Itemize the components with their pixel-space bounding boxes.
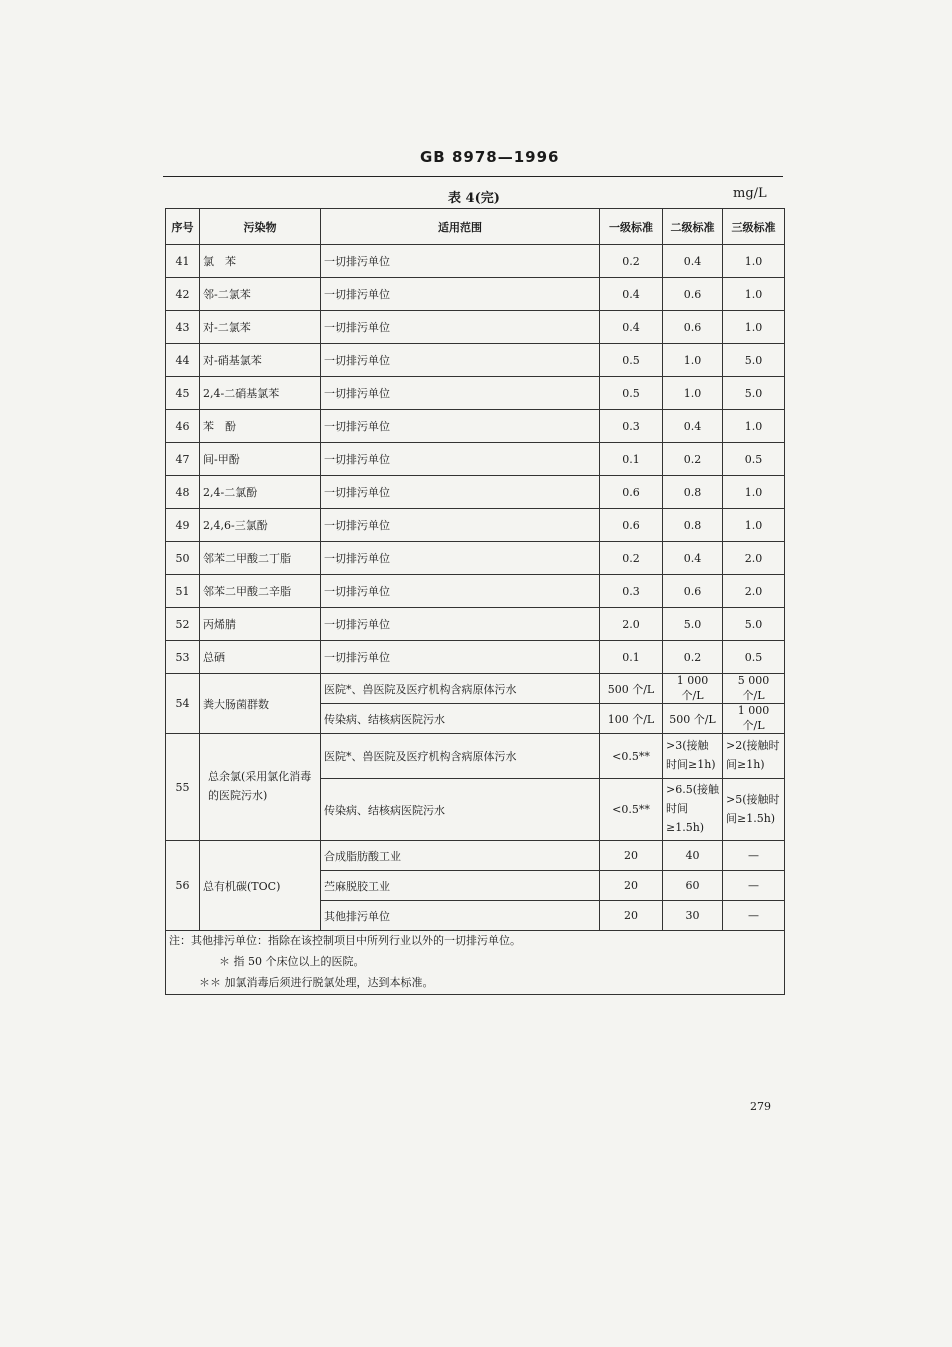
col-header-grade3: 三级标准: [723, 209, 785, 245]
row-grade1: 20: [600, 871, 663, 901]
table-unit: mg/L: [733, 186, 767, 201]
row-grade3: 1.0: [723, 476, 785, 509]
row-pollutant: 总余氯(采用氯化消毒的医院污水): [200, 734, 321, 841]
row-grade3: 5.0: [723, 377, 785, 410]
note-line: ＊＊ 加氯消毒后须进行脱氯处理，达到本标准。: [199, 975, 434, 989]
row-grade3: 1 000 个/L: [723, 704, 785, 734]
row-grade1: 0.1: [600, 641, 663, 674]
row-grade1: 20: [600, 841, 663, 871]
row-grade1: 0.2: [600, 245, 663, 278]
row-grade1: 0.5: [600, 377, 663, 410]
row-grade1: 0.5: [600, 344, 663, 377]
note-line: 注：其他排污单位：指除在该控制项目中所列行业以外的一切排污单位。: [169, 934, 521, 947]
table-row: [166, 245, 785, 278]
col-header-grade2: 二级标准: [663, 209, 723, 245]
pollutant-table: [165, 208, 785, 995]
row-grade2: 40: [663, 841, 723, 871]
row-grade2: 0.8: [663, 509, 723, 542]
row-grade3: 0.5: [723, 641, 785, 674]
row-grade3: 2.0: [723, 575, 785, 608]
row-grade1: 0.3: [600, 410, 663, 443]
table-row-54a: [166, 674, 785, 704]
row-pollutant: 2,4-二氯酚: [200, 476, 321, 509]
table-row: [166, 278, 785, 311]
row-no: 56: [166, 841, 200, 931]
row-grade1: 0.6: [600, 476, 663, 509]
row-pollutant: 对-二氯苯: [200, 311, 321, 344]
row-grade2: 0.6: [663, 278, 723, 311]
row-scope: 一切排污单位: [321, 575, 600, 608]
table-caption: 表 4(完): [448, 191, 500, 206]
row-grade3: 1.0: [723, 410, 785, 443]
row-scope: 一切排污单位: [321, 245, 600, 278]
standard-code: GB 8978—1996: [420, 148, 560, 166]
row-scope: 其他排污单位: [321, 901, 600, 931]
table-row: [166, 311, 785, 344]
col-header-grade1: 一级标准: [600, 209, 663, 245]
row-no: 42: [166, 278, 200, 311]
row-grade1: <0.5**: [600, 734, 663, 779]
page-number: 279: [750, 1100, 771, 1113]
row-no: 53: [166, 641, 200, 674]
row-grade2: 30: [663, 901, 723, 931]
table-row: [166, 476, 785, 509]
row-grade1: 0.6: [600, 509, 663, 542]
table-row: [166, 575, 785, 608]
table-row-56a: [166, 841, 785, 871]
row-scope: 合成脂肪酸工业: [321, 841, 600, 871]
row-grade3: —: [723, 841, 785, 871]
row-scope: 一切排污单位: [321, 509, 600, 542]
row-scope: 医院*、兽医院及医疗机构含病原体污水: [321, 674, 600, 704]
row-grade2: 0.6: [663, 311, 723, 344]
row-scope: 一切排污单位: [321, 377, 600, 410]
row-pollutant: 对-硝基氯苯: [200, 344, 321, 377]
table-row: [166, 377, 785, 410]
row-grade2: 0.6: [663, 575, 723, 608]
row-no: 43: [166, 311, 200, 344]
row-grade3: 5 000 个/L: [723, 674, 785, 704]
row-grade3: —: [723, 871, 785, 901]
row-grade2: 0.4: [663, 245, 723, 278]
row-grade2: 0.4: [663, 542, 723, 575]
row-grade3: 5.0: [723, 608, 785, 641]
row-grade2: 0.8: [663, 476, 723, 509]
row-grade3: 1.0: [723, 311, 785, 344]
row-scope: 一切排污单位: [321, 608, 600, 641]
row-grade3: 5.0: [723, 344, 785, 377]
row-scope: 传染病、结核病医院污水: [321, 779, 600, 841]
col-header-scope: 适用范围: [321, 209, 600, 245]
row-grade3: >5(接触时间≥1.5h): [723, 779, 785, 841]
row-grade2: 500 个/L: [663, 704, 723, 734]
row-no: 47: [166, 443, 200, 476]
header-rule: [163, 176, 783, 177]
note-line: ＊ 指 50 个床位以上的医院。: [219, 954, 365, 968]
row-scope: 一切排污单位: [321, 641, 600, 674]
row-no: 41: [166, 245, 200, 278]
row-no: 54: [166, 674, 200, 734]
row-pollutant: 粪大肠菌群数: [200, 674, 321, 734]
row-no: 49: [166, 509, 200, 542]
row-pollutant: 总有机碳(TOC): [200, 841, 321, 931]
row-no: 48: [166, 476, 200, 509]
table-row: [166, 509, 785, 542]
row-no: 45: [166, 377, 200, 410]
row-pollutant: 氯 苯: [200, 245, 321, 278]
row-grade3: 1.0: [723, 509, 785, 542]
row-scope: 一切排污单位: [321, 476, 600, 509]
row-scope: 苎麻脱胶工业: [321, 871, 600, 901]
row-no: 51: [166, 575, 200, 608]
table-row: [166, 410, 785, 443]
row-grade3: 1.0: [723, 278, 785, 311]
table-row: [166, 608, 785, 641]
table-row-55a: [166, 734, 785, 779]
table-body: [166, 245, 785, 995]
row-grade1: 0.2: [600, 542, 663, 575]
row-pollutant: 邻苯二甲酸二丁脂: [200, 542, 321, 575]
row-grade1: 2.0: [600, 608, 663, 641]
table-row: [166, 443, 785, 476]
row-no: 55: [166, 734, 200, 841]
row-grade2: >3(接触时间≥1h): [663, 734, 723, 779]
row-grade2: 60: [663, 871, 723, 901]
row-grade1: 0.1: [600, 443, 663, 476]
row-grade2: 1.0: [663, 344, 723, 377]
row-grade2: 0.2: [663, 641, 723, 674]
row-grade1: 0.4: [600, 311, 663, 344]
row-grade1: 20: [600, 901, 663, 931]
row-scope: 传染病、结核病医院污水: [321, 704, 600, 734]
row-scope: 医院*、兽医院及医疗机构含病原体污水: [321, 734, 600, 779]
row-grade3: 2.0: [723, 542, 785, 575]
row-no: 50: [166, 542, 200, 575]
row-grade2: 1.0: [663, 377, 723, 410]
table-header-row: [166, 209, 785, 245]
row-grade1: 0.3: [600, 575, 663, 608]
row-grade1: 0.4: [600, 278, 663, 311]
row-grade2: 0.2: [663, 443, 723, 476]
row-scope: 一切排污单位: [321, 278, 600, 311]
row-scope: 一切排污单位: [321, 410, 600, 443]
row-no: 52: [166, 608, 200, 641]
row-grade2: 0.4: [663, 410, 723, 443]
row-scope: 一切排污单位: [321, 344, 600, 377]
table-row: [166, 542, 785, 575]
row-grade1: 100 个/L: [600, 704, 663, 734]
row-grade2: 5.0: [663, 608, 723, 641]
table-row: [166, 344, 785, 377]
row-pollutant: 总硒: [200, 641, 321, 674]
row-pollutant: 邻-二氯苯: [200, 278, 321, 311]
row-pollutant: 苯 酚: [200, 410, 321, 443]
table-row: [166, 641, 785, 674]
row-grade3: 1.0: [723, 245, 785, 278]
row-grade3: >2(接触时间≥1h): [723, 734, 785, 779]
row-grade1: 500 个/L: [600, 674, 663, 704]
row-scope: 一切排污单位: [321, 311, 600, 344]
row-pollutant: 间-甲酚: [200, 443, 321, 476]
col-header-pollutant: 污染物: [200, 209, 321, 245]
table-notes: [166, 931, 785, 995]
row-pollutant: 2,4-二硝基氯苯: [200, 377, 321, 410]
col-header-no: 序号: [166, 209, 200, 245]
row-grade2: 1 000 个/L: [663, 674, 723, 704]
row-grade2: >6.5(接触时间≥1.5h): [663, 779, 723, 841]
table-notes-row: [166, 931, 785, 995]
row-grade1: <0.5**: [600, 779, 663, 841]
row-grade3: 0.5: [723, 443, 785, 476]
row-no: 46: [166, 410, 200, 443]
row-pollutant: 丙烯腈: [200, 608, 321, 641]
row-scope: 一切排污单位: [321, 542, 600, 575]
row-scope: 一切排污单位: [321, 443, 600, 476]
row-grade3: —: [723, 901, 785, 931]
row-no: 44: [166, 344, 200, 377]
row-pollutant: 2,4,6-三氯酚: [200, 509, 321, 542]
row-pollutant: 邻苯二甲酸二辛脂: [200, 575, 321, 608]
